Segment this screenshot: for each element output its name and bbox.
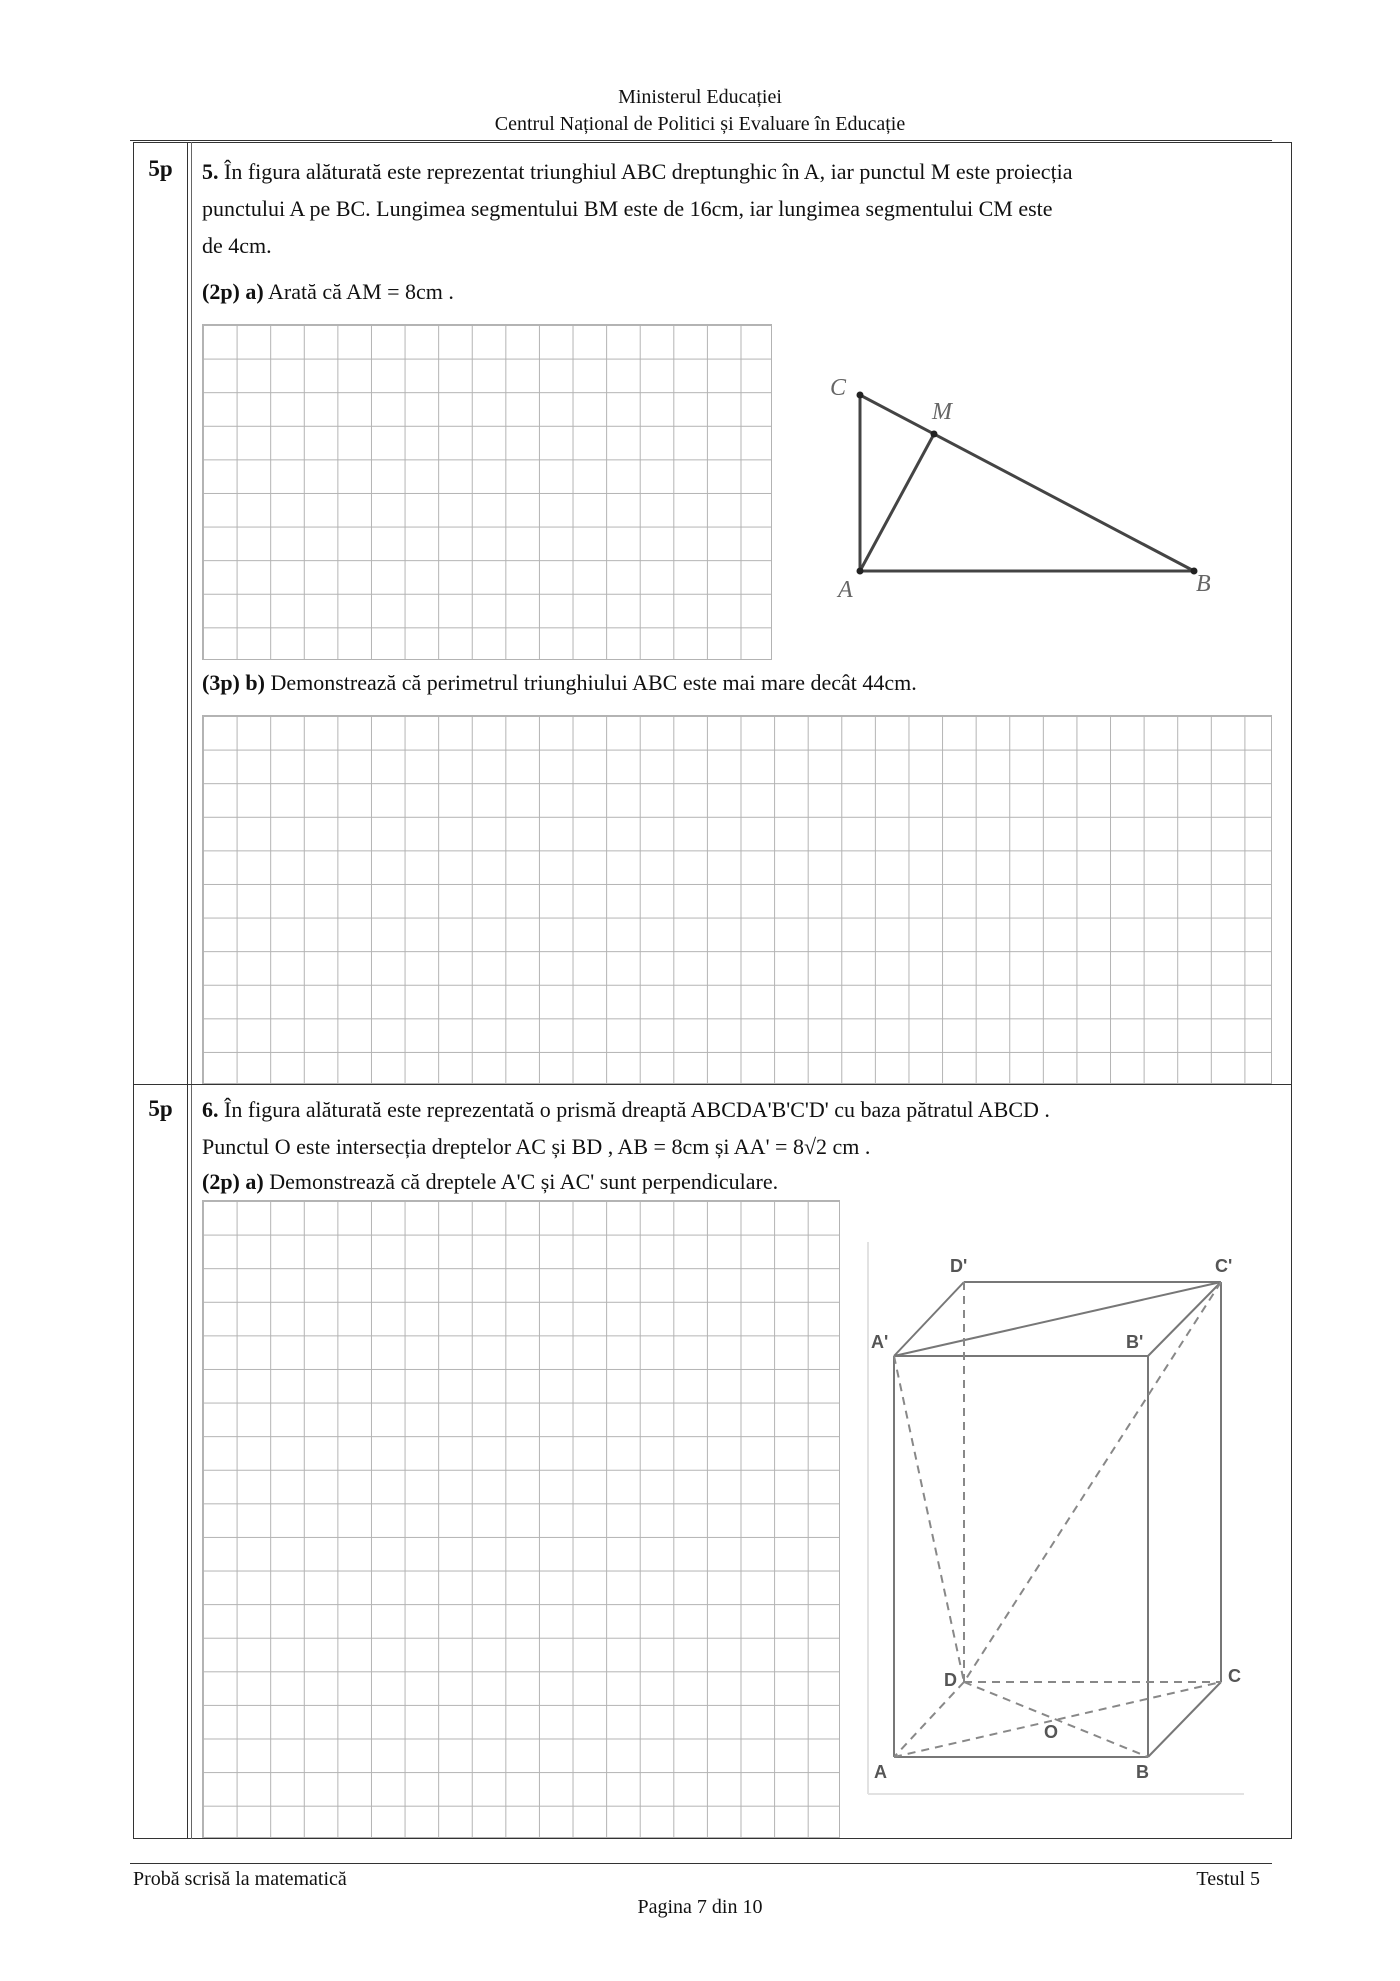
problem5-statement <box>202 153 1280 264</box>
point-m <box>931 431 938 438</box>
problem5-line2: punctului A pe BC. Lungimea segmentului BM este de 16cm, iar lungimea segmentului CM este <box>202 196 1053 221</box>
problem6-statement <box>202 1091 1280 1165</box>
segment-a1d-hidden <box>894 1356 964 1682</box>
label-c: C <box>830 375 847 401</box>
label-b: B <box>1196 571 1211 597</box>
problem5-part-a-text: Arată că AM = 8cm . <box>268 279 454 304</box>
problem5-part-a <box>202 277 454 307</box>
answer-grid-5a[interactable] <box>202 324 772 660</box>
label-c1: C' <box>1215 1256 1233 1276</box>
header-center: Centrul Național de Politici și Evaluare în Educație <box>494 113 906 135</box>
edge-d1a1 <box>894 1282 964 1356</box>
problem6-part-a <box>202 1167 778 1197</box>
problem5-part-b-points: (3p) b) <box>202 670 265 695</box>
label-d1: D' <box>950 1256 968 1276</box>
label-d: D <box>944 1670 957 1690</box>
edge-da-hidden <box>894 1682 964 1757</box>
points-column-divider <box>187 142 188 1839</box>
prism-figure <box>866 1242 1246 1797</box>
answer-grid-6a[interactable] <box>202 1200 840 1838</box>
problem5-part-b-text: Demonstrează că perimetrul triunghiului ABC este mai mare decât 44cm. <box>270 670 917 695</box>
footer-divider <box>130 1863 1272 1864</box>
problem5-line3: de 4cm. <box>202 233 272 258</box>
point-a <box>857 568 864 575</box>
segment-c1d-hidden <box>964 1282 1221 1682</box>
problem6-part-a-points: (2p) a) <box>202 1169 264 1194</box>
problem5-number: 5. <box>202 159 219 184</box>
problem6-line2: Punctul O este intersecția dreptelor AC și BD , AB = 8cm și AA' = 8√2 cm . <box>202 1134 871 1159</box>
footer-test-number: Testul 5 <box>1196 1868 1260 1890</box>
page-header <box>130 84 1270 138</box>
problem5-part-b <box>202 668 917 698</box>
label-a: A <box>838 577 853 603</box>
label-o: O <box>1044 1722 1059 1742</box>
header-ministry: Ministerul Educației <box>618 86 782 108</box>
label-a1: A' <box>871 1332 889 1352</box>
header-divider <box>130 140 1272 141</box>
diagonal-a1c1 <box>894 1282 1221 1356</box>
label-c: C <box>1228 1666 1241 1686</box>
diagonal-bd-hidden <box>964 1682 1148 1757</box>
problem6-number: 6. <box>202 1097 219 1122</box>
segment-am <box>860 434 934 571</box>
label-m: M <box>932 399 952 425</box>
triangle-figure <box>820 365 1230 615</box>
problems-row-divider <box>133 1084 1292 1085</box>
problem6-part-a-text: Demonstrează că dreptele A'C și AC' sunt perpendiculare. <box>269 1169 779 1194</box>
footer-exam-title: Probă scrisă la matematică <box>133 1868 347 1890</box>
problem5-points: 5p <box>148 156 173 181</box>
problem5-line1: În figura alăturată este reprezentat triunghiul ABC dreptunghic în A, iar punctul M este proiecția <box>224 159 1073 184</box>
problem6-points: 5p <box>148 1096 173 1121</box>
points-column-divider-inner <box>191 142 192 1839</box>
footer-page-number: Pagina 7 din 10 <box>637 1896 763 1918</box>
label-b-prism: B <box>1136 1762 1149 1782</box>
problem5-part-a-points: (2p) a) <box>202 279 264 304</box>
point-c <box>857 392 864 399</box>
edge-b1c1 <box>1148 1282 1221 1356</box>
label-b1: B' <box>1126 1332 1144 1352</box>
edge-bc <box>1148 1682 1221 1757</box>
problem6-line1: În figura alăturată este reprezentată o prismă dreaptă ABCDA'B'C'D' cu baza pătratul ABCD . <box>224 1097 1050 1122</box>
answer-grid-5b[interactable] <box>202 715 1272 1084</box>
label-a-prism: A <box>874 1762 887 1782</box>
segment-bc <box>860 395 1194 571</box>
